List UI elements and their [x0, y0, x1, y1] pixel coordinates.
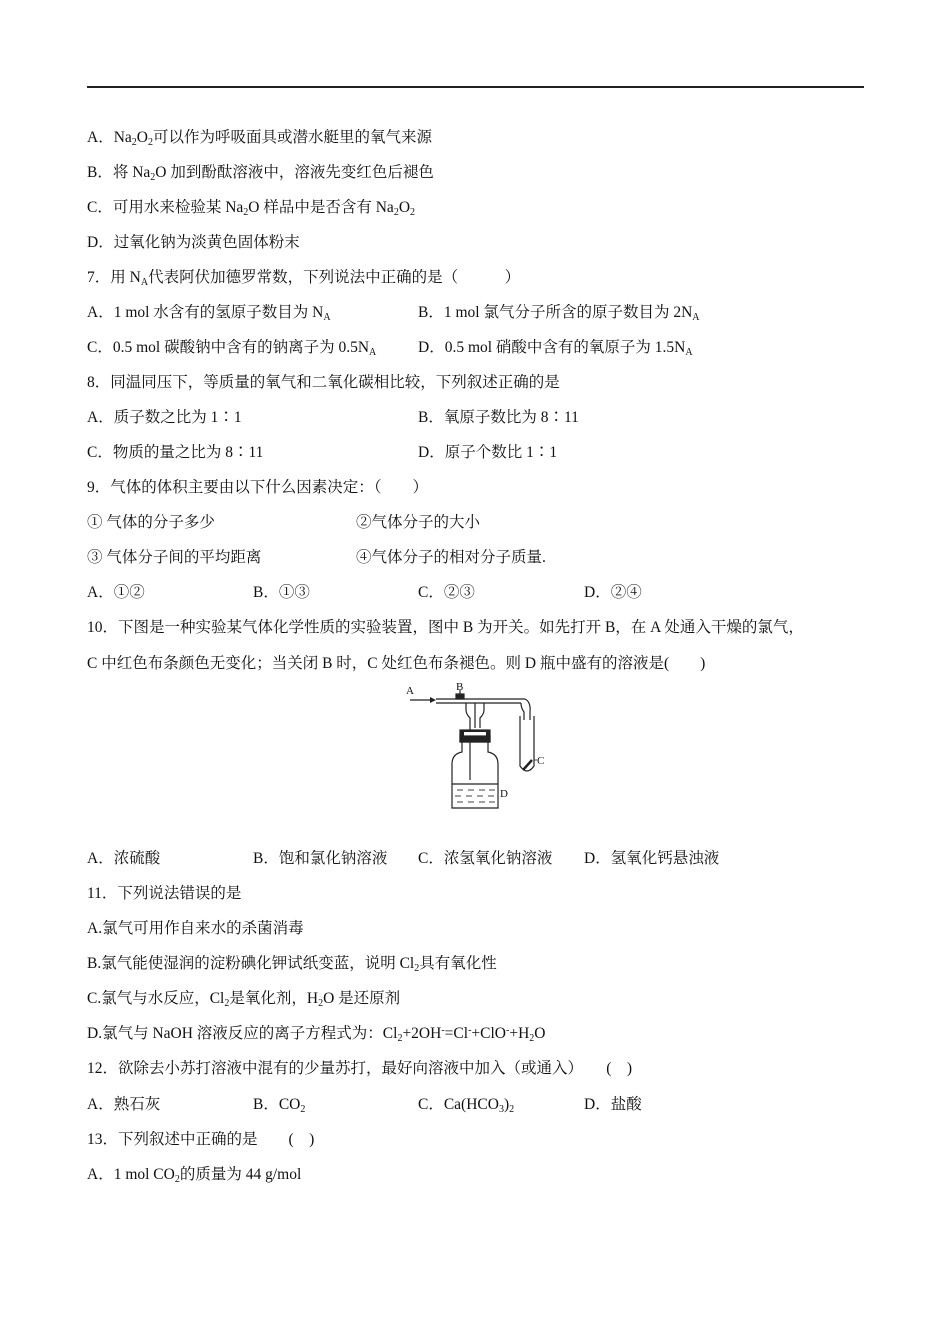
tube-to-c-inner: [521, 703, 524, 720]
q8-option-a: A．质子数之比为 1∶1: [87, 409, 242, 426]
label-b: B: [456, 681, 464, 693]
q12-option-c: C．$Ca(HCO_3)_2$: [418, 1096, 515, 1115]
q8-option-b: B．氧原子数比为 8∶11: [418, 409, 579, 426]
q7-option-a: A．1 mol 水含有的氢原子数目为 $N_A$: [87, 304, 331, 323]
q10-option-c: C．浓氢氧化钠溶液: [418, 850, 553, 867]
q10-stem-line-1: 10．下图是一种实验某气体化学性质的实验装置，图中 B 为开关。如先打开 B，在 A 处通入干燥的氯气，: [87, 619, 804, 636]
q11-option-c: C.氯气与水反应，$Cl_2$是氧化剂，$H_2O$ 是还原剂: [87, 990, 401, 1009]
apparatus-figure: [400, 680, 560, 815]
label-a: A: [406, 685, 414, 697]
q10-option-b: B．饱和氯化钠溶液: [253, 850, 388, 867]
bottle-outlet-tube: [480, 703, 484, 728]
q9-option-d: D．②④: [584, 584, 642, 601]
liquid-hatch: [455, 790, 495, 802]
apparatus-diagram: [400, 680, 560, 815]
q9-statement-1: ① 气体的分子多少: [87, 514, 215, 531]
cloth-strip: [523, 760, 532, 770]
q8-option-d: D．原子个数比 1∶1: [418, 444, 558, 461]
q6-option-c: C．可用水来检验某 $Na_2O$ 样品中是否含有 $Na_2O_2$: [87, 199, 416, 218]
q7-option-d: D．0.5 mol 硝酸中含有的氧原子为 $1.5N_A$: [418, 339, 693, 358]
q9-option-c: C．②③: [418, 584, 475, 601]
q8-stem: 8．同温同压下，等质量的氧气和二氧化碳相比较，下列叙述正确的是: [87, 374, 560, 391]
q10-option-d: D．氢氧化钙悬浊液: [584, 850, 720, 867]
label-d: D: [500, 788, 508, 800]
q11-option-b: B.氯气能使湿润的淀粉碘化钾试纸变蓝，说明 $Cl_2$具有氧化性: [87, 955, 497, 974]
q8-option-c: C．物质的量之比为 8∶11: [87, 444, 264, 461]
q9-statement-3: ③ 气体分子间的平均距离: [87, 549, 262, 566]
q12-option-d: D．盐酸: [584, 1096, 642, 1113]
q7-option-b: B．1 mol 氯气分子所含的原子数目为 $2N_A$: [418, 304, 700, 323]
q9-statement-4: ④气体分子的相对分子质量.: [356, 549, 546, 566]
header-rule: [87, 86, 864, 88]
q7-stem: 7．用 $N_A$代表阿伏加德罗常数，下列说法中正确的是（ ）: [87, 269, 521, 288]
valve-b: [456, 694, 464, 699]
q6-option-a: A．$Na_2O_2$可以作为呼吸面具或潜水艇里的氧气来源: [87, 129, 432, 148]
q10-stem-line-2: C 中红色布条颜色无变化；当关闭 B 时，C 处红色布条褪色。则 D 瓶中盛有的溶液是( ): [87, 655, 706, 672]
q11-option-a: A.氯气可用作自来水的杀菌消毒: [87, 920, 304, 937]
label-c: C: [537, 755, 545, 767]
q6-option-b: B．将 $Na_2O$ 加到酚酞溶液中，溶液先变红色后褪色: [87, 164, 434, 183]
q12-option-a: A．熟石灰: [87, 1096, 161, 1113]
q11-option-d: D.氯气与 NaOH 溶液反应的离子方程式为：$Cl_2+2OH^-=Cl^-+ClO^-+H_2O$: [87, 1025, 546, 1044]
q10-option-a: A．浓硫酸: [87, 850, 161, 867]
test-tube-c: [520, 716, 534, 771]
q9-option-b: B．①③: [253, 584, 310, 601]
q13-stem: 13．下列叙述中正确的是 ( ): [87, 1131, 315, 1148]
bottle-d: [452, 742, 498, 808]
q12-option-b: B．$CO_2$: [253, 1096, 306, 1115]
q9-stem: 9．气体的体积主要由以下什么因素决定：（ ）: [87, 479, 429, 496]
arrow-head: [430, 697, 436, 703]
q11-stem: 11．下列说法错误的是: [87, 885, 242, 902]
tube-to-c-outer: [525, 699, 530, 720]
q9-option-a: A．①②: [87, 584, 145, 601]
q12-stem: 12．欲除去小苏打溶液中混有的少量苏打，最好向溶液中加入（或通入） ( ): [87, 1060, 633, 1077]
q6-option-d: D．过氧化钠为淡黄色固体粉末: [87, 234, 300, 251]
q9-statement-2: ②气体分子的大小: [356, 514, 481, 531]
q7-option-c: C．0.5 mol 碳酸钠中含有的钠离子为 $0.5N_A$: [87, 339, 377, 358]
q13-option-a: A．1 mol $CO_2$的质量为 44 g/mol: [87, 1166, 302, 1185]
